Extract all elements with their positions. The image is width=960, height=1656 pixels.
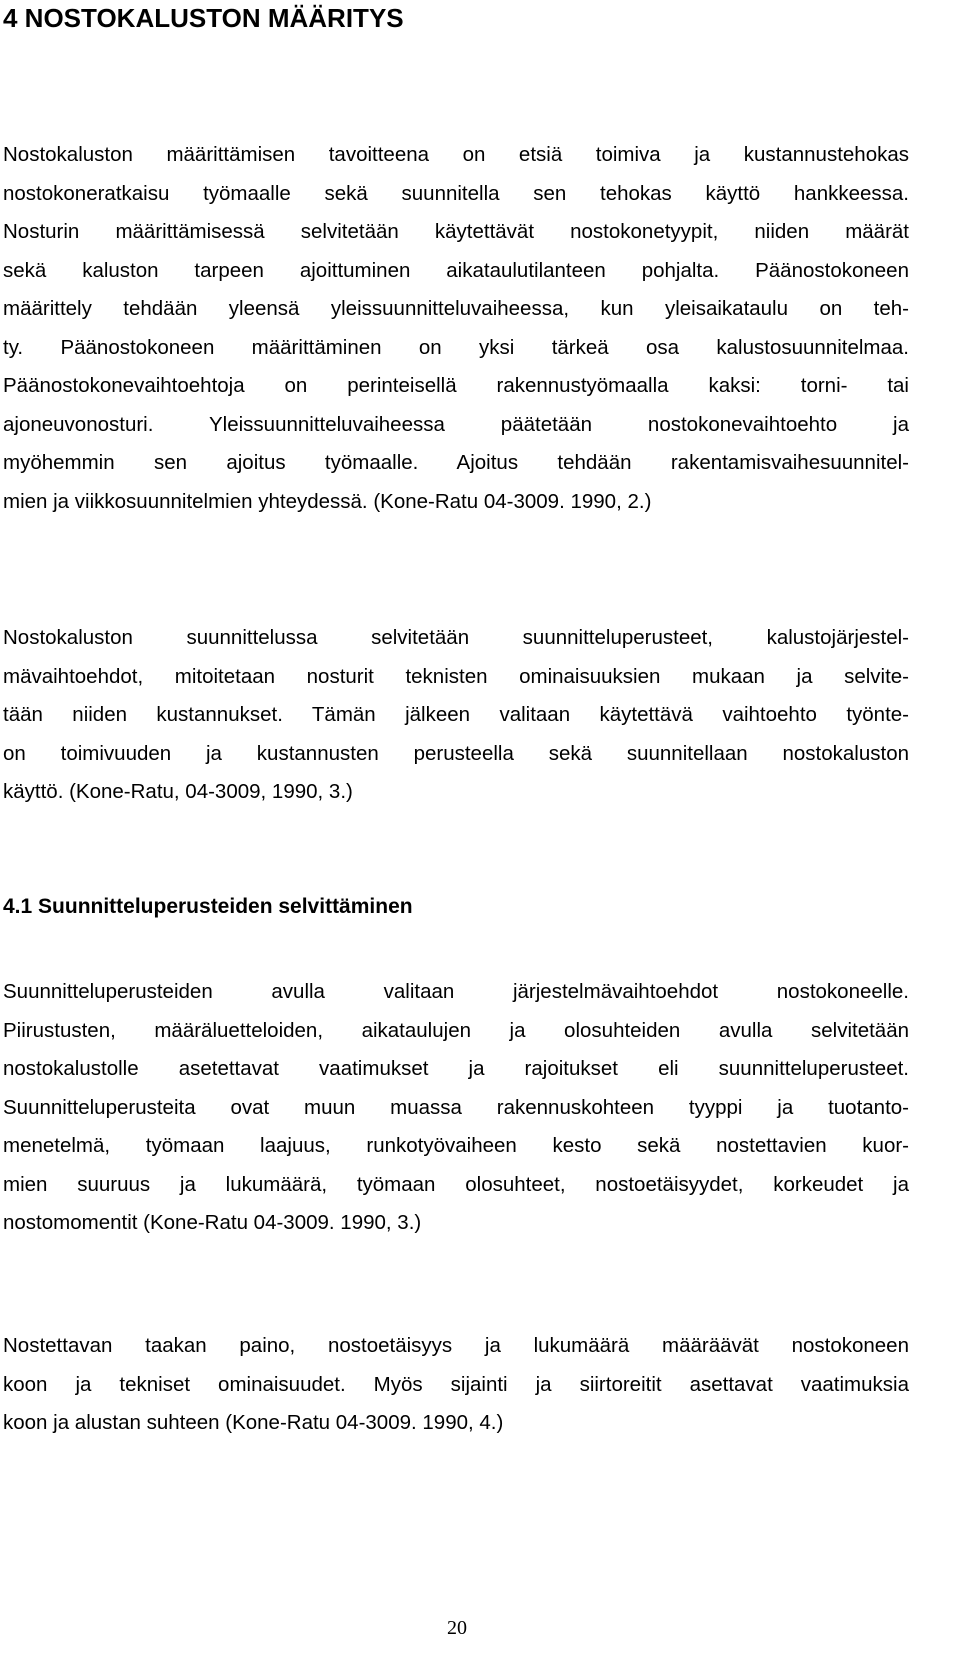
text-line: Nostokaluston määrittämisen tavoitteena on etsiä toimiva ja kustannustehokas <box>3 143 909 166</box>
text-line: menetelmä, työmaan laajuus, runkotyövaiheen kesto sekä nostettavien kuor- <box>3 1134 909 1157</box>
page-number: 20 <box>447 1617 467 1639</box>
text-line: Nostokaluston suunnittelussa selvitetään suunnitteluperusteet, kalustojärjestel- <box>3 626 909 649</box>
text-line: Suunnitteluperusteiden avulla valitaan järjestelmävaihtoehdot nostokoneelle. <box>3 980 909 1003</box>
text-line: ty. Päänostokoneen määrittäminen on yksi tärkeä osa kalustosuunnitelmaa. <box>3 335 909 359</box>
text-line: tään niiden kustannukset. Tämän jälkeen valitaan käytettävä vaihtoehto työnte- <box>3 703 909 726</box>
text-line: mien ja viikkosuunnitelmien yhteydessä. (Kone-Ratu 04-3009. 1990, 2.) <box>3 489 652 513</box>
text-line: koon ja tekniset ominaisuudet. Myös sijainti ja siirtoreitit asettavat vaatimuksia <box>3 1372 909 1396</box>
text-line: Nostettavan taakan paino, nostoetäisyys ja lukumäärä määräävät nostokoneen <box>3 1334 909 1357</box>
text-line: käyttö. (Kone-Ratu, 04-3009, 1990, 3.) <box>3 780 353 803</box>
text-line: mävaihtoehdot, mitoitetaan nosturit teknisten ominaisuuksien mukaan ja selvite- <box>3 664 909 688</box>
section-heading: 4.1 Suunnitteluperusteiden selvittäminen <box>3 895 413 918</box>
text-line: nostokalustolle asetettavat vaatimukset ja rajoitukset eli suunnitteluperusteet. <box>3 1057 909 1080</box>
text-line: Nosturin määrittämisessä selvitetään käytettävät nostokonetyypit, niiden määrät <box>3 220 909 243</box>
text-line: myöhemmin sen ajoitus työmaalle. Ajoitus tehdään rakentamisvaihesuunnitel- <box>3 451 909 474</box>
text-line: määrittely tehdään yleensä yleissuunnitteluvaiheessa, kun yleisaikataulu on teh- <box>3 297 909 320</box>
paragraph-4 <box>3 1327 909 1443</box>
text-line: koon ja alustan suhteen (Kone-Ratu 04-3009. 1990, 4.) <box>3 1411 504 1434</box>
paragraph-2 <box>3 619 909 812</box>
text-line: Päänostokonevaihtoehtoja on perinteisellä rakennustyömaalla kaksi: torni- tai <box>3 374 909 397</box>
text-line: sekä kaluston tarpeen ajoittuminen aikataulutilanteen pohjalta. Päänostokoneen <box>3 258 909 282</box>
text-line: Suunnitteluperusteita ovat muun muassa rakennuskohteen tyyppi ja tuotanto- <box>3 1095 909 1119</box>
text-line: nostomomentit (Kone-Ratu 04-3009. 1990, 3.) <box>3 1211 422 1234</box>
paragraph-3 <box>3 973 909 1243</box>
text-line: on toimivuuden ja kustannusten perusteella sekä suunnitellaan nostokaluston <box>3 741 909 765</box>
paragraph-1 <box>3 136 909 521</box>
chapter-heading: 4 NOSTOKALUSTON MÄÄRITYS <box>3 3 404 33</box>
text-line: ajoneuvonosturi. Yleissuunnitteluvaiheessa päätetään nostokonevaihtoehto ja <box>3 412 909 436</box>
text-line: nostokoneratkaisu työmaalle sekä suunnitella sen tehokas käyttö hankkeessa. <box>3 181 909 205</box>
text-line: mien suuruus ja lukumäärä, työmaan olosuhteet, nostoetäisyydet, korkeudet ja <box>3 1172 909 1196</box>
text-line: Piirustusten, määräluetteloiden, aikataulujen ja olosuhteiden avulla selvitetään <box>3 1018 909 1042</box>
